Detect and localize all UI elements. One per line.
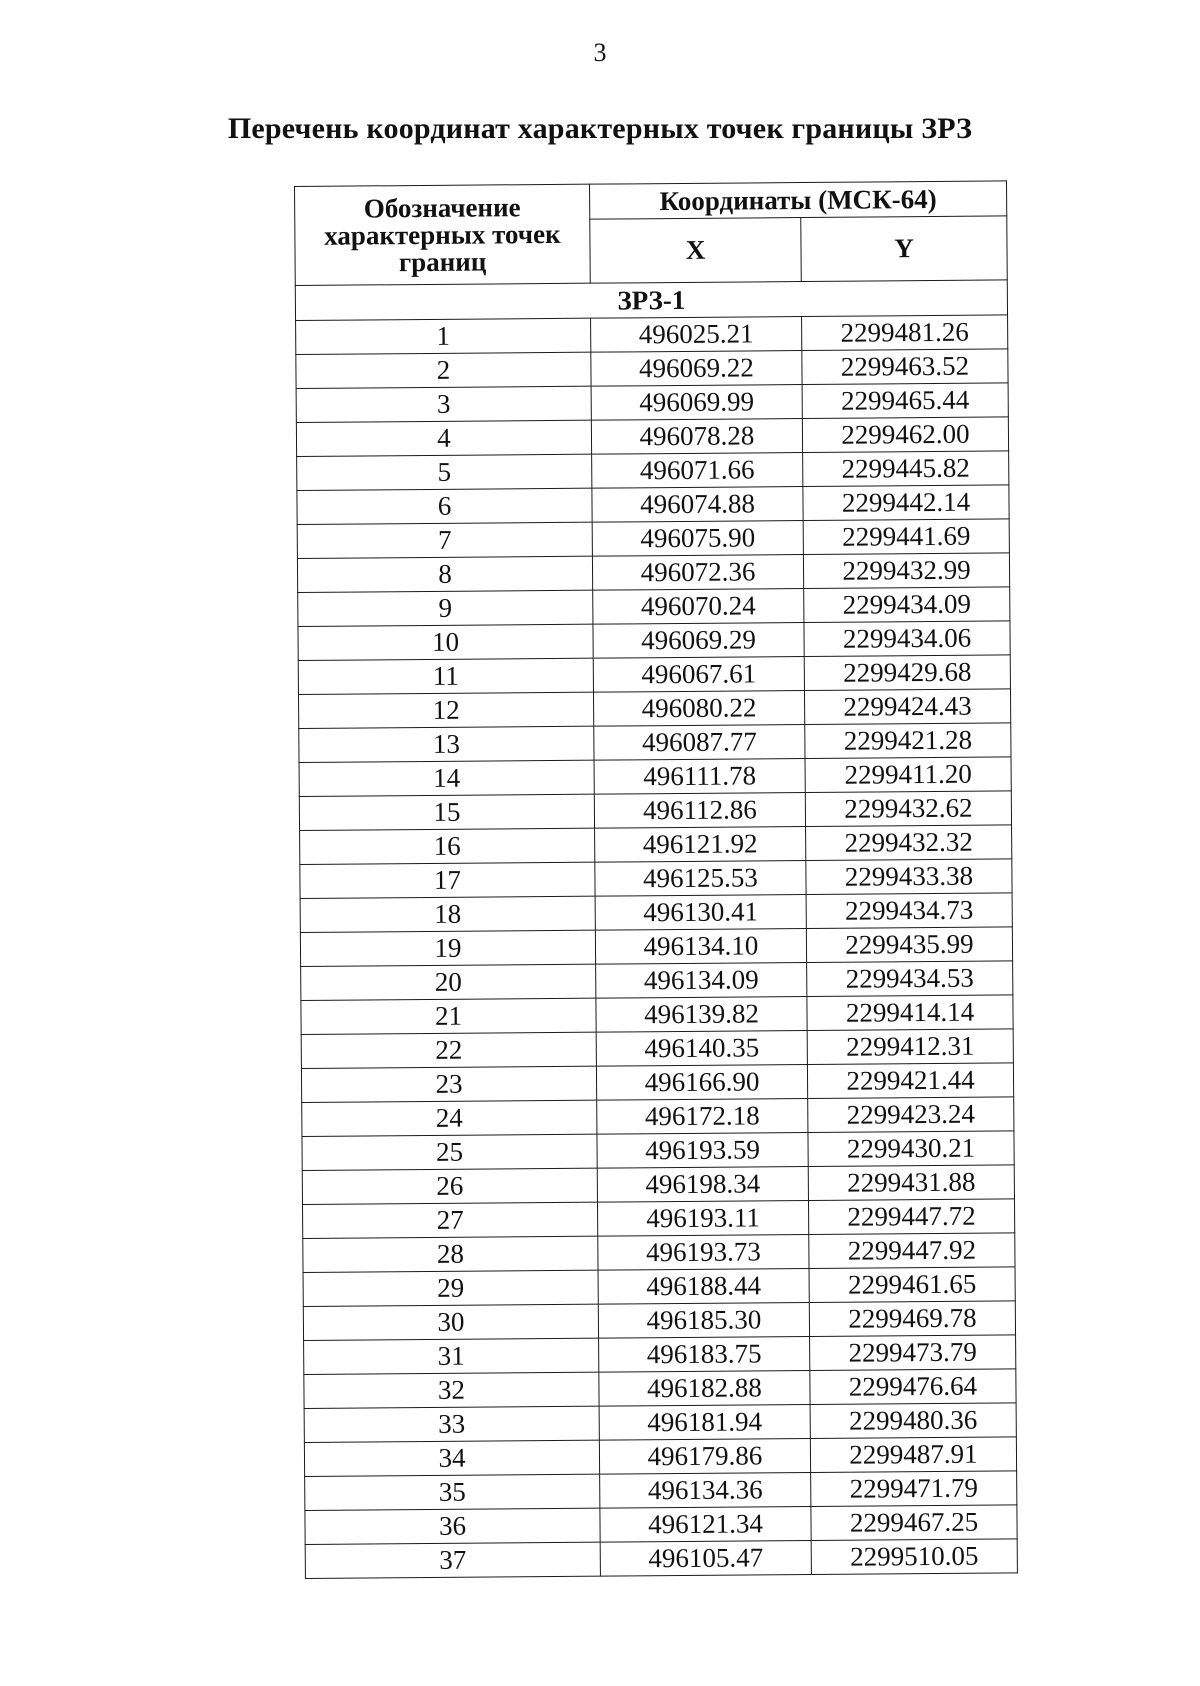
point-number-cell: 11: [298, 658, 593, 694]
y-coordinate-cell: 2299434.53: [807, 961, 1013, 997]
y-coordinate-cell: 2299424.43: [804, 689, 1010, 725]
point-number-cell: 23: [301, 1066, 596, 1102]
table-row: [300, 927, 1012, 967]
x-coordinate-cell: 496087.77: [594, 725, 805, 761]
y-coordinate-cell: 2299430.21: [808, 1131, 1014, 1167]
x-coordinate-cell: 496134.09: [596, 962, 807, 998]
x-coordinate-cell: 496139.82: [596, 996, 807, 1032]
y-coordinate-cell: 2299432.99: [803, 553, 1009, 589]
x-coordinate-cell: 496172.18: [597, 1098, 808, 1134]
table-row: [301, 1063, 1013, 1103]
table-row: [303, 1301, 1015, 1341]
table-row: [296, 383, 1008, 423]
x-coordinate-cell: 496025.21: [591, 317, 802, 353]
y-coordinate-cell: 2299431.88: [808, 1165, 1014, 1201]
table-row: [296, 315, 1008, 355]
y-coordinate-cell: 2299421.28: [805, 723, 1011, 759]
table-row: [302, 1097, 1014, 1137]
point-number-cell: 29: [303, 1270, 598, 1306]
table-row: [301, 995, 1013, 1035]
section-label: ЗРЗ-1: [295, 280, 1007, 321]
x-coordinate-cell: 496112.86: [594, 793, 805, 829]
point-number-cell: 9: [298, 590, 593, 626]
x-coordinate-cell: 496078.28: [591, 419, 802, 455]
y-coordinate-cell: 2299435.99: [806, 927, 1012, 963]
table-header: [295, 181, 1008, 286]
x-coordinate-cell: 496134.36: [600, 1472, 811, 1508]
point-number-cell: 5: [297, 454, 592, 490]
y-coordinate-cell: 2299476.64: [810, 1369, 1016, 1405]
y-coordinate-cell: 2299434.09: [804, 587, 1010, 623]
point-number-cell: 21: [301, 998, 596, 1034]
table-row: [297, 519, 1009, 559]
table-row: [296, 417, 1008, 457]
table-row: [302, 1165, 1014, 1205]
x-coordinate-cell: 496166.90: [596, 1064, 807, 1100]
point-number-cell: 20: [301, 964, 596, 1000]
point-number-cell: 1: [296, 318, 591, 354]
y-coordinate-cell: 2299447.72: [808, 1199, 1014, 1235]
point-number-cell: 19: [300, 930, 595, 966]
table-row: [302, 1199, 1014, 1239]
point-number-cell: 30: [303, 1304, 598, 1340]
table-row: [299, 723, 1011, 763]
point-number-cell: 10: [298, 624, 593, 660]
table-row: [299, 791, 1011, 831]
point-number-cell: 3: [296, 386, 591, 422]
table-row: [303, 1233, 1015, 1273]
point-number-cell: 2: [296, 352, 591, 388]
section-row: [295, 280, 1007, 321]
x-coordinate-cell: 496069.99: [591, 385, 802, 421]
y-coordinate-cell: 2299432.32: [806, 825, 1012, 861]
header-coordinates: Координаты (МСК-64): [589, 181, 1006, 220]
x-coordinate-cell: 496111.78: [594, 759, 805, 795]
table-row: [301, 961, 1013, 1001]
y-coordinate-cell: 2299465.44: [802, 383, 1008, 419]
y-coordinate-cell: 2299421.44: [807, 1063, 1013, 1099]
point-number-cell: 27: [302, 1202, 597, 1238]
x-coordinate-cell: 496130.41: [595, 895, 806, 931]
y-coordinate-cell: 2299462.00: [802, 417, 1008, 453]
x-coordinate-cell: 496072.36: [592, 555, 803, 591]
x-coordinate-cell: 496193.73: [598, 1234, 809, 1270]
y-coordinate-cell: 2299434.06: [804, 621, 1010, 657]
y-coordinate-cell: 2299441.69: [803, 519, 1009, 555]
x-coordinate-cell: 496198.34: [597, 1166, 808, 1202]
point-number-cell: 4: [296, 420, 591, 456]
point-number-cell: 14: [299, 760, 594, 796]
y-coordinate-cell: 2299473.79: [810, 1335, 1016, 1371]
y-coordinate-cell: 2299411.20: [805, 757, 1011, 793]
header-x: X: [590, 218, 801, 283]
x-coordinate-cell: 496075.90: [592, 521, 803, 557]
point-number-cell: 36: [305, 1508, 600, 1544]
y-coordinate-cell: 2299442.14: [803, 485, 1009, 521]
table-row: [300, 825, 1012, 865]
point-number-cell: 31: [304, 1338, 599, 1374]
point-number-cell: 17: [300, 862, 595, 898]
point-number-cell: 26: [302, 1168, 597, 1204]
point-number-cell: 24: [302, 1100, 597, 1136]
y-coordinate-cell: 2299481.26: [802, 315, 1008, 351]
page-number: 3: [593, 38, 607, 67]
table-row: [296, 349, 1008, 389]
table-row: [303, 1267, 1015, 1307]
point-number-cell: 22: [301, 1032, 596, 1068]
x-coordinate-cell: 496188.44: [598, 1268, 809, 1304]
x-coordinate-cell: 496067.61: [593, 657, 804, 693]
coordinates-table: [294, 180, 1018, 1579]
point-number-cell: 13: [299, 726, 594, 762]
table-body: [295, 280, 1017, 1579]
table-row: [300, 893, 1012, 933]
point-number-cell: 25: [302, 1134, 597, 1170]
table-row: [302, 1131, 1014, 1171]
header-designation: Обозначение характерных точек границ: [295, 184, 591, 285]
x-coordinate-cell: 496105.47: [600, 1540, 811, 1576]
table-row: [304, 1403, 1016, 1443]
point-number-cell: 32: [304, 1372, 599, 1408]
x-coordinate-cell: 496182.88: [599, 1370, 810, 1406]
point-number-cell: 15: [299, 794, 594, 830]
y-coordinate-cell: 2299445.82: [803, 451, 1009, 487]
y-coordinate-cell: 2299434.73: [806, 893, 1012, 929]
table-row: [297, 451, 1009, 491]
y-coordinate-cell: 2299412.31: [807, 1029, 1013, 1065]
point-number-cell: 34: [304, 1440, 599, 1476]
table-row: [301, 1029, 1013, 1069]
table-row: [298, 587, 1010, 627]
table-row: [297, 553, 1009, 593]
table-row: [300, 859, 1012, 899]
x-coordinate-cell: 496140.35: [596, 1030, 807, 1066]
table-row: [304, 1369, 1016, 1409]
table-row: [297, 485, 1009, 525]
point-number-cell: 7: [297, 522, 592, 558]
table-row: [298, 621, 1010, 661]
x-coordinate-cell: 496070.24: [593, 589, 804, 625]
x-coordinate-cell: 496134.10: [595, 928, 806, 964]
x-coordinate-cell: 496185.30: [598, 1302, 809, 1338]
point-number-cell: 16: [300, 828, 595, 864]
table-row: [304, 1335, 1016, 1375]
y-coordinate-cell: 2299429.68: [804, 655, 1010, 691]
y-coordinate-cell: 2299433.38: [806, 859, 1012, 895]
y-coordinate-cell: 2299471.79: [811, 1471, 1017, 1507]
x-coordinate-cell: 496074.88: [592, 487, 803, 523]
header-y: Y: [801, 216, 1007, 281]
y-coordinate-cell: 2299467.25: [811, 1505, 1017, 1541]
y-coordinate-cell: 2299480.36: [810, 1403, 1016, 1439]
table-row: [305, 1471, 1017, 1511]
y-coordinate-cell: 2299510.05: [811, 1539, 1017, 1575]
x-coordinate-cell: 496181.94: [599, 1404, 810, 1440]
y-coordinate-cell: 2299423.24: [808, 1097, 1014, 1133]
y-coordinate-cell: 2299447.92: [809, 1233, 1015, 1269]
point-number-cell: 8: [297, 556, 592, 592]
x-coordinate-cell: 496080.22: [593, 691, 804, 727]
x-coordinate-cell: 496179.86: [599, 1438, 810, 1474]
x-coordinate-cell: 496069.22: [591, 351, 802, 387]
table-row: [298, 655, 1010, 695]
table-row: [305, 1539, 1017, 1579]
x-coordinate-cell: 496183.75: [599, 1336, 810, 1372]
table-row: [304, 1437, 1016, 1477]
point-number-cell: 18: [300, 896, 595, 932]
x-coordinate-cell: 496125.53: [595, 861, 806, 897]
point-number-cell: 33: [304, 1406, 599, 1442]
x-coordinate-cell: 496121.34: [600, 1506, 811, 1542]
y-coordinate-cell: 2299461.65: [809, 1267, 1015, 1303]
x-coordinate-cell: 496069.29: [593, 623, 804, 659]
x-coordinate-cell: 496193.59: [597, 1132, 808, 1168]
y-coordinate-cell: 2299463.52: [802, 349, 1008, 385]
y-coordinate-cell: 2299487.91: [810, 1437, 1016, 1473]
x-coordinate-cell: 496193.11: [597, 1200, 808, 1236]
point-number-cell: 35: [305, 1474, 600, 1510]
table-row: [305, 1505, 1017, 1545]
point-number-cell: 28: [303, 1236, 598, 1272]
document-title: Перечень координат характерных точек границы ЗРЗ: [227, 112, 973, 145]
table-row: [299, 757, 1011, 797]
y-coordinate-cell: 2299432.62: [805, 791, 1011, 827]
point-number-cell: 6: [297, 488, 592, 524]
table-row: [298, 689, 1010, 729]
x-coordinate-cell: 496071.66: [592, 453, 803, 489]
point-number-cell: 12: [298, 692, 593, 728]
y-coordinate-cell: 2299469.78: [809, 1301, 1015, 1337]
y-coordinate-cell: 2299414.14: [807, 995, 1013, 1031]
point-number-cell: 37: [305, 1542, 600, 1578]
x-coordinate-cell: 496121.92: [595, 827, 806, 863]
